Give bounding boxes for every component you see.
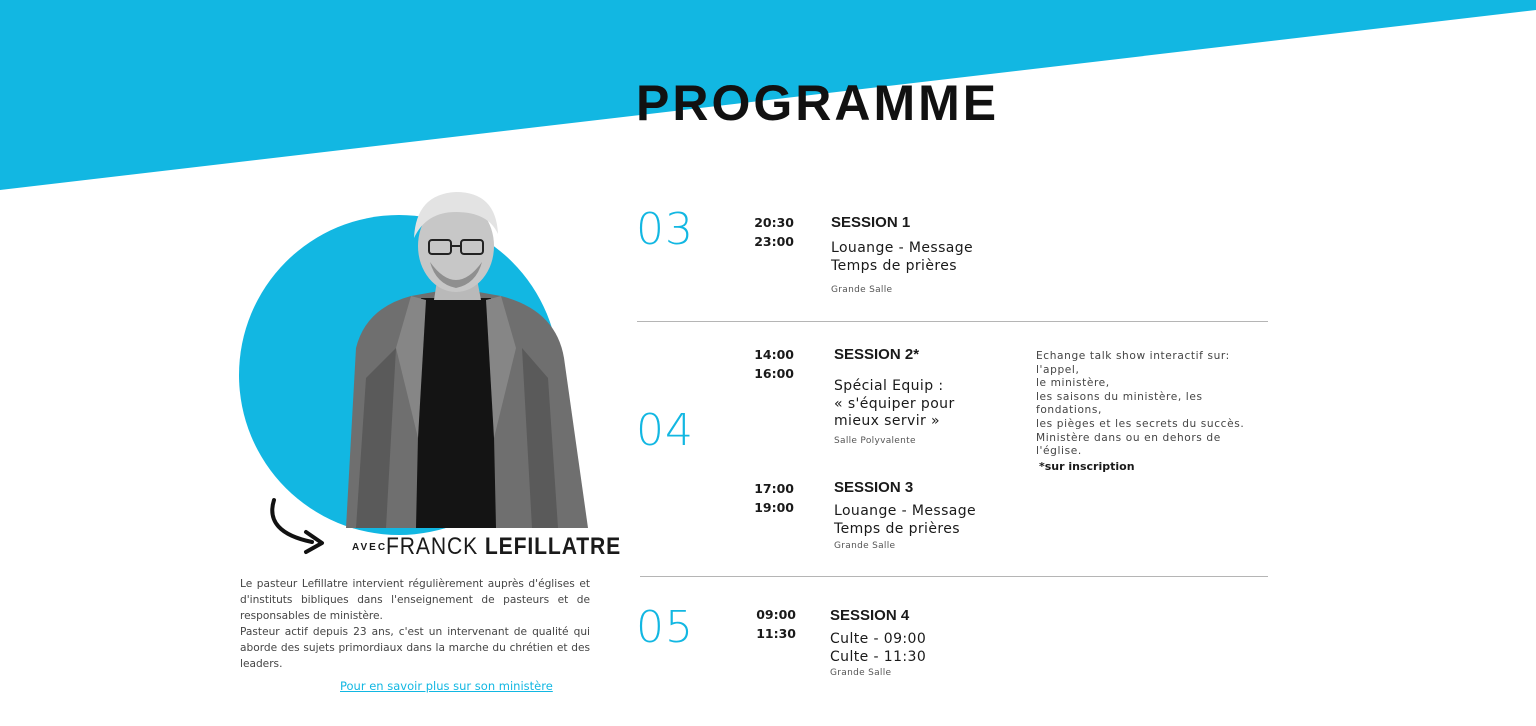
session-desc-line: Temps de prières [831, 257, 957, 274]
session-desc-line: Temps de prières [834, 520, 960, 537]
session-title: SESSION 4 [830, 607, 910, 624]
session-time [744, 479, 794, 517]
session-start: 20:30 [754, 215, 794, 230]
session-title: SESSION 1 [831, 214, 911, 231]
note-line: Echange talk show interactif sur: [1036, 350, 1230, 362]
day-number: 05 [636, 602, 694, 653]
session-time [746, 605, 796, 643]
session-start: 14:00 [754, 347, 794, 362]
speaker-bio [240, 576, 590, 672]
day-number: 04 [636, 405, 694, 456]
session-end: 16:00 [754, 366, 794, 381]
session-description [830, 631, 926, 666]
session-desc-line: Spécial Equip : [834, 378, 944, 394]
session-desc-line: Louange - Message [831, 240, 974, 256]
speaker-name [386, 533, 621, 561]
speaker-bio-paragraph-1: Le pasteur Lefillatre intervient régulièrement auprès d'églises et d'instituts bibliques dans l'enseignement de pasteurs et de responsables de ministère. [240, 578, 590, 622]
session-room: Grande Salle [831, 285, 893, 295]
session-start: 17:00 [754, 481, 794, 496]
session-title: SESSION 3 [834, 479, 914, 496]
session-desc-line: Culte - 09:00 [830, 631, 927, 647]
session-note [1036, 350, 1267, 459]
session-title: SESSION 2* [834, 346, 920, 363]
note-line: fondations, [1036, 404, 1102, 417]
registration-footnote: *sur inscription [1039, 460, 1135, 473]
session-desc-line: Culte - 11:30 [830, 648, 927, 665]
session-description [831, 240, 973, 275]
session-time [744, 345, 794, 383]
note-line: les pièges et les secrets du succès. [1036, 417, 1245, 430]
day-divider [637, 321, 1268, 322]
curved-arrow-icon [262, 496, 332, 556]
note-line: le ministère, [1036, 377, 1110, 390]
session-end: 11:30 [756, 626, 796, 641]
note-line: les saisons du ministère, les [1036, 390, 1203, 403]
session-desc-line: « s'équiper pour [834, 395, 955, 412]
note-line: l'église. [1036, 445, 1082, 458]
speaker-photo [326, 188, 588, 530]
session-room: Grande Salle [830, 668, 892, 678]
speaker-prefix: AVEC [352, 542, 388, 553]
session-desc-line: Louange - Message [834, 503, 977, 519]
session-time [744, 213, 794, 251]
day-divider [640, 576, 1268, 577]
session-room: Grande Salle [834, 541, 896, 551]
speaker-first-name: FRANCK [386, 533, 479, 560]
session-desc-line: mieux servir » [834, 413, 940, 429]
speaker-last-name: LEFILLATRE [484, 533, 622, 560]
speaker-more-link[interactable]: Pour en savoir plus sur son ministère [340, 679, 553, 693]
speaker-bio-paragraph-2: Pasteur actif depuis 23 ans, c'est un intervenant de qualité qui aborde des sujets primordiaux dans la marche du chrétien et des leaders. [240, 626, 590, 670]
day-number: 03 [636, 204, 694, 255]
session-description [834, 378, 955, 431]
session-start: 09:00 [756, 607, 796, 622]
session-description [834, 503, 976, 538]
page-title: PROGRAMME [636, 75, 1000, 131]
session-end: 23:00 [754, 234, 794, 249]
session-end: 19:00 [754, 500, 794, 515]
session-room: Salle Polyvalente [834, 436, 916, 446]
note-line: Ministère dans ou en dehors de [1036, 431, 1221, 444]
note-line: l'appel, [1036, 363, 1080, 376]
